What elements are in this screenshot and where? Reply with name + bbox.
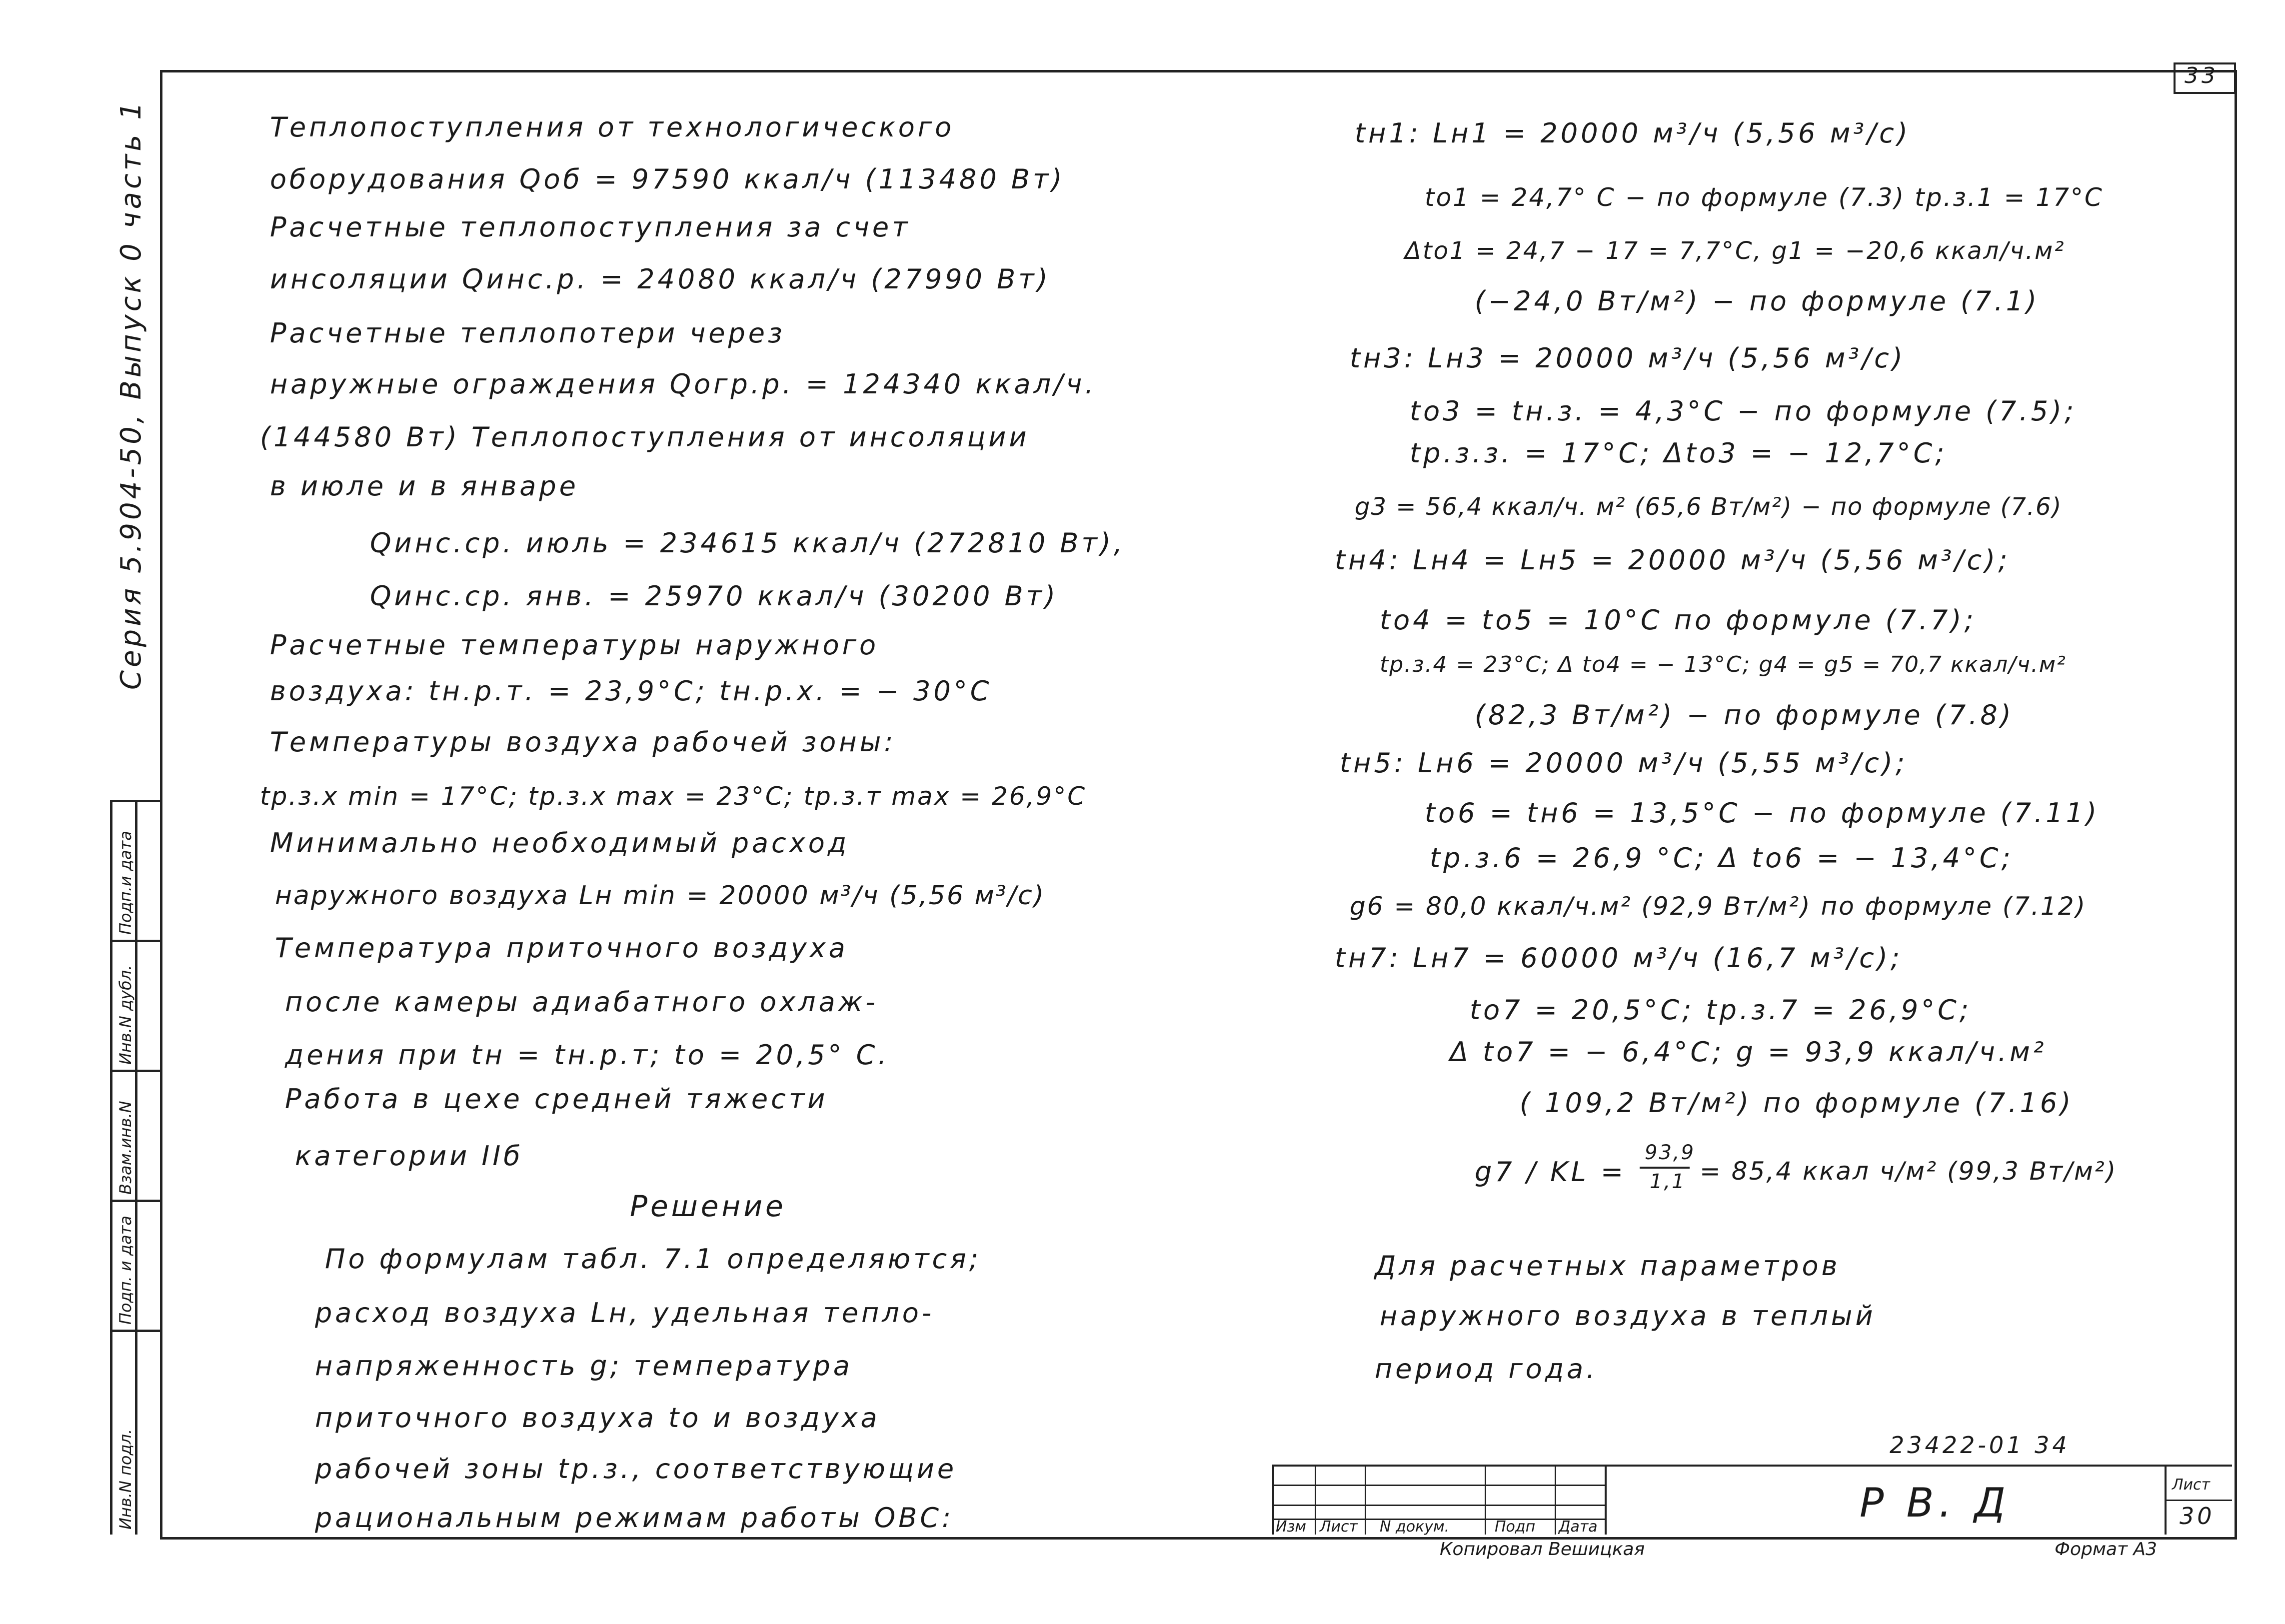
format-label: Формат А3 (2055, 1539, 2158, 1560)
text-line: инсоляции Qинс.р. = 24080 ккал/ч (27990 Вт) (270, 263, 1051, 295)
text-line: (144580 Вт) Теплопоступления от инсоляции (260, 421, 1030, 453)
text-line: оборудования Qоб = 97590 ккал/ч (113480 Вт) (270, 163, 1065, 195)
text-line: рациональным режимам работы ОВС: (315, 1502, 954, 1534)
text-line: tр.з.з. = 17°С; Δtо3 = − 12,7°С; (1410, 437, 1948, 469)
text-line: tо3 = tн.з. = 4,3°С − по формуле (7.5); (1410, 395, 2077, 427)
text-line: напряженность g; температура (315, 1350, 853, 1382)
text-line: Минимально необходимый расход (270, 827, 850, 859)
stamp-col-podp-data-2: Подп.и дата (116, 831, 135, 935)
binding-line (110, 800, 112, 1535)
fraction-numerator: 93,9 (1645, 1141, 1696, 1164)
title-col-sep (1485, 1465, 1486, 1535)
text-line: расход воздуха Lн, удельная тепло- (315, 1297, 935, 1329)
sheet-number: 30 (2180, 1503, 2215, 1530)
text-line: Теплопоступления от технологического (270, 111, 955, 143)
text-line: g3 = 56,4 ккал/ч. м² (65,6 Вт/м²) − по формуле (7.6) (1355, 493, 2063, 521)
text-line: наружные ограждения Qогр.р. = 124340 ккал/ч. (270, 368, 1097, 400)
title-col-podp: Подп (1495, 1518, 1536, 1536)
text-line: Qинс.ср. янв. = 25970 ккал/ч (30200 Вт) (370, 580, 1059, 612)
page-number: 33 (2185, 63, 2219, 88)
title-col-data: Дата (1559, 1518, 1598, 1536)
text-line: ( 109,2 Вт/м²) по формуле (7.16) (1520, 1087, 2074, 1119)
text-line: Qинс.ср. июль = 234615 ккал/ч (272810 Вт), (370, 527, 1126, 559)
title-block-divider (1605, 1465, 1607, 1535)
title-col-sep (1365, 1465, 1366, 1535)
doc-code: Р В. Д (1860, 1480, 2011, 1526)
stamp-col-vzam-inv: Взам.инв.N (116, 1101, 135, 1195)
text-line: tн5: Lн6 = 20000 м³/ч (5,55 м³/с); (1340, 747, 1908, 779)
text-line: (82,3 Вт/м²) − по формуле (7.8) (1475, 699, 2014, 731)
text-line: Расчетные температуры наружного (270, 629, 879, 661)
text-line: tо7 = 20,5°С; tр.з.7 = 26,9°С; (1470, 994, 1972, 1026)
text-line: период года. (1375, 1353, 1598, 1385)
text-line: приточного воздуха tо и воздуха (315, 1402, 880, 1434)
title-col-izm: Изм (1276, 1518, 1307, 1536)
text-line: g6 = 80,0 ккал/ч.м² (92,9 Вт/м²) по формуле (7.12) (1350, 892, 2087, 921)
stamp-col-inv-dubl: Инв.N дубл. (116, 965, 135, 1065)
title-col-sep (1555, 1465, 1556, 1535)
stamp-divider (110, 800, 160, 802)
title-col-doc: N докум. (1380, 1518, 1450, 1536)
text-line: Расчетные теплопоступления за счет (270, 211, 911, 243)
text-line: = 85,4 ккал ч/м² (99,3 Вт/м²) (1700, 1157, 2118, 1186)
text-line: после камеры адиабатного охлаж- (285, 986, 878, 1018)
stamp-divider (110, 940, 160, 942)
binding-line-outer (135, 800, 137, 1535)
text-line: Температура приточного воздуха (275, 932, 848, 964)
fraction-bar (1640, 1167, 1690, 1169)
text-line: tр.з.6 = 26,9 °С; Δ tо6 = − 13,4°С; (1430, 842, 2014, 874)
text-line: дения при tн = tн.р.т; tо = 20,5° С. (285, 1039, 890, 1071)
sheet-box-mid (2165, 1500, 2232, 1501)
text-line: tн7: Lн7 = 60000 м³/ч (16,7 м³/с); (1335, 942, 1903, 974)
fraction-denominator: 1,1 (1650, 1170, 1686, 1193)
text-line: tо6 = tн6 = 13,5°С − по формуле (7.11) (1425, 797, 2100, 829)
stamp-col-inv-podl: Инв.N подл. (116, 1429, 135, 1530)
text-line: g7 / KL = (1475, 1156, 1627, 1188)
text-line: tо1 = 24,7° С − по формуле (7.3) tр.з.1 = 17°С (1425, 183, 2104, 212)
text-line: наружного воздуха в теплый (1380, 1300, 1876, 1332)
section-heading: Решение (630, 1189, 786, 1223)
title-col-sep (1315, 1465, 1316, 1535)
text-line: Расчетные теплопотери через (270, 317, 785, 349)
text-line: в июле и в январе (270, 470, 579, 502)
text-line: Для расчетных параметров (1375, 1250, 1841, 1282)
text-line: Температуры воздуха рабочей зоны: (270, 726, 896, 758)
text-line: воздуха: tн.р.т. = 23,9°С; tн.р.х. = − 30°С (270, 675, 992, 707)
text-line: Δ tо7 = − 6,4°С; g = 93,9 ккал/ч.м² (1450, 1036, 2047, 1068)
text-line: Δtо1 = 24,7 − 17 = 7,7°С, g1 = −20,6 ккал/ч.м² (1405, 237, 2066, 265)
text-line: По формулам табл. 7.1 определяются; (325, 1243, 981, 1275)
text-line: tн4: Lн4 = Lн5 = 20000 м³/ч (5,56 м³/с); (1335, 544, 2011, 576)
copied-by: Копировал Вешицкая (1440, 1539, 1645, 1560)
text-line: (−24,0 Вт/м²) − по формуле (7.1) (1475, 285, 2040, 317)
title-block-top (1272, 1465, 2232, 1467)
text-line: Работа в цехе средней тяжести (285, 1083, 828, 1115)
text-line: рабочей зоны tр.з., соответствующие (315, 1453, 957, 1485)
stamp-divider (110, 1200, 160, 1202)
sheet-label: Лист (2172, 1476, 2211, 1494)
title-col-list: Лист (1320, 1518, 1358, 1536)
series-label: Серия 5.904-50, Выпуск 0 часть 1 (115, 99, 147, 690)
title-block-left (1272, 1465, 1274, 1535)
stamp-divider (110, 1070, 160, 1072)
stamp-col-podp-data: Подп. и дата (116, 1216, 135, 1325)
text-line: категории IIб (295, 1140, 523, 1172)
text-line: наружного воздуха Lн min = 20000 м³/ч (5,56 м³/с) (275, 881, 1046, 911)
stamp-divider (110, 1330, 160, 1332)
text-line: tр.з.х min = 17°С; tр.з.х max = 23°С; tр.з.т max = 26,9°С (260, 782, 1087, 811)
doc-number: 23422-01 34 (1890, 1432, 2070, 1459)
text-line: tн1: Lн1 = 20000 м³/ч (5,56 м³/с) (1355, 117, 1911, 149)
text-line: tн3: Lн3 = 20000 м³/ч (5,56 м³/с) (1350, 342, 1906, 374)
text-line: tо4 = tо5 = 10°С по формуле (7.7); (1380, 604, 1977, 636)
text-line: tр.з.4 = 23°С; Δ tо4 = − 13°С; g4 = g5 = 70,7 ккал/ч.м² (1380, 652, 2067, 677)
